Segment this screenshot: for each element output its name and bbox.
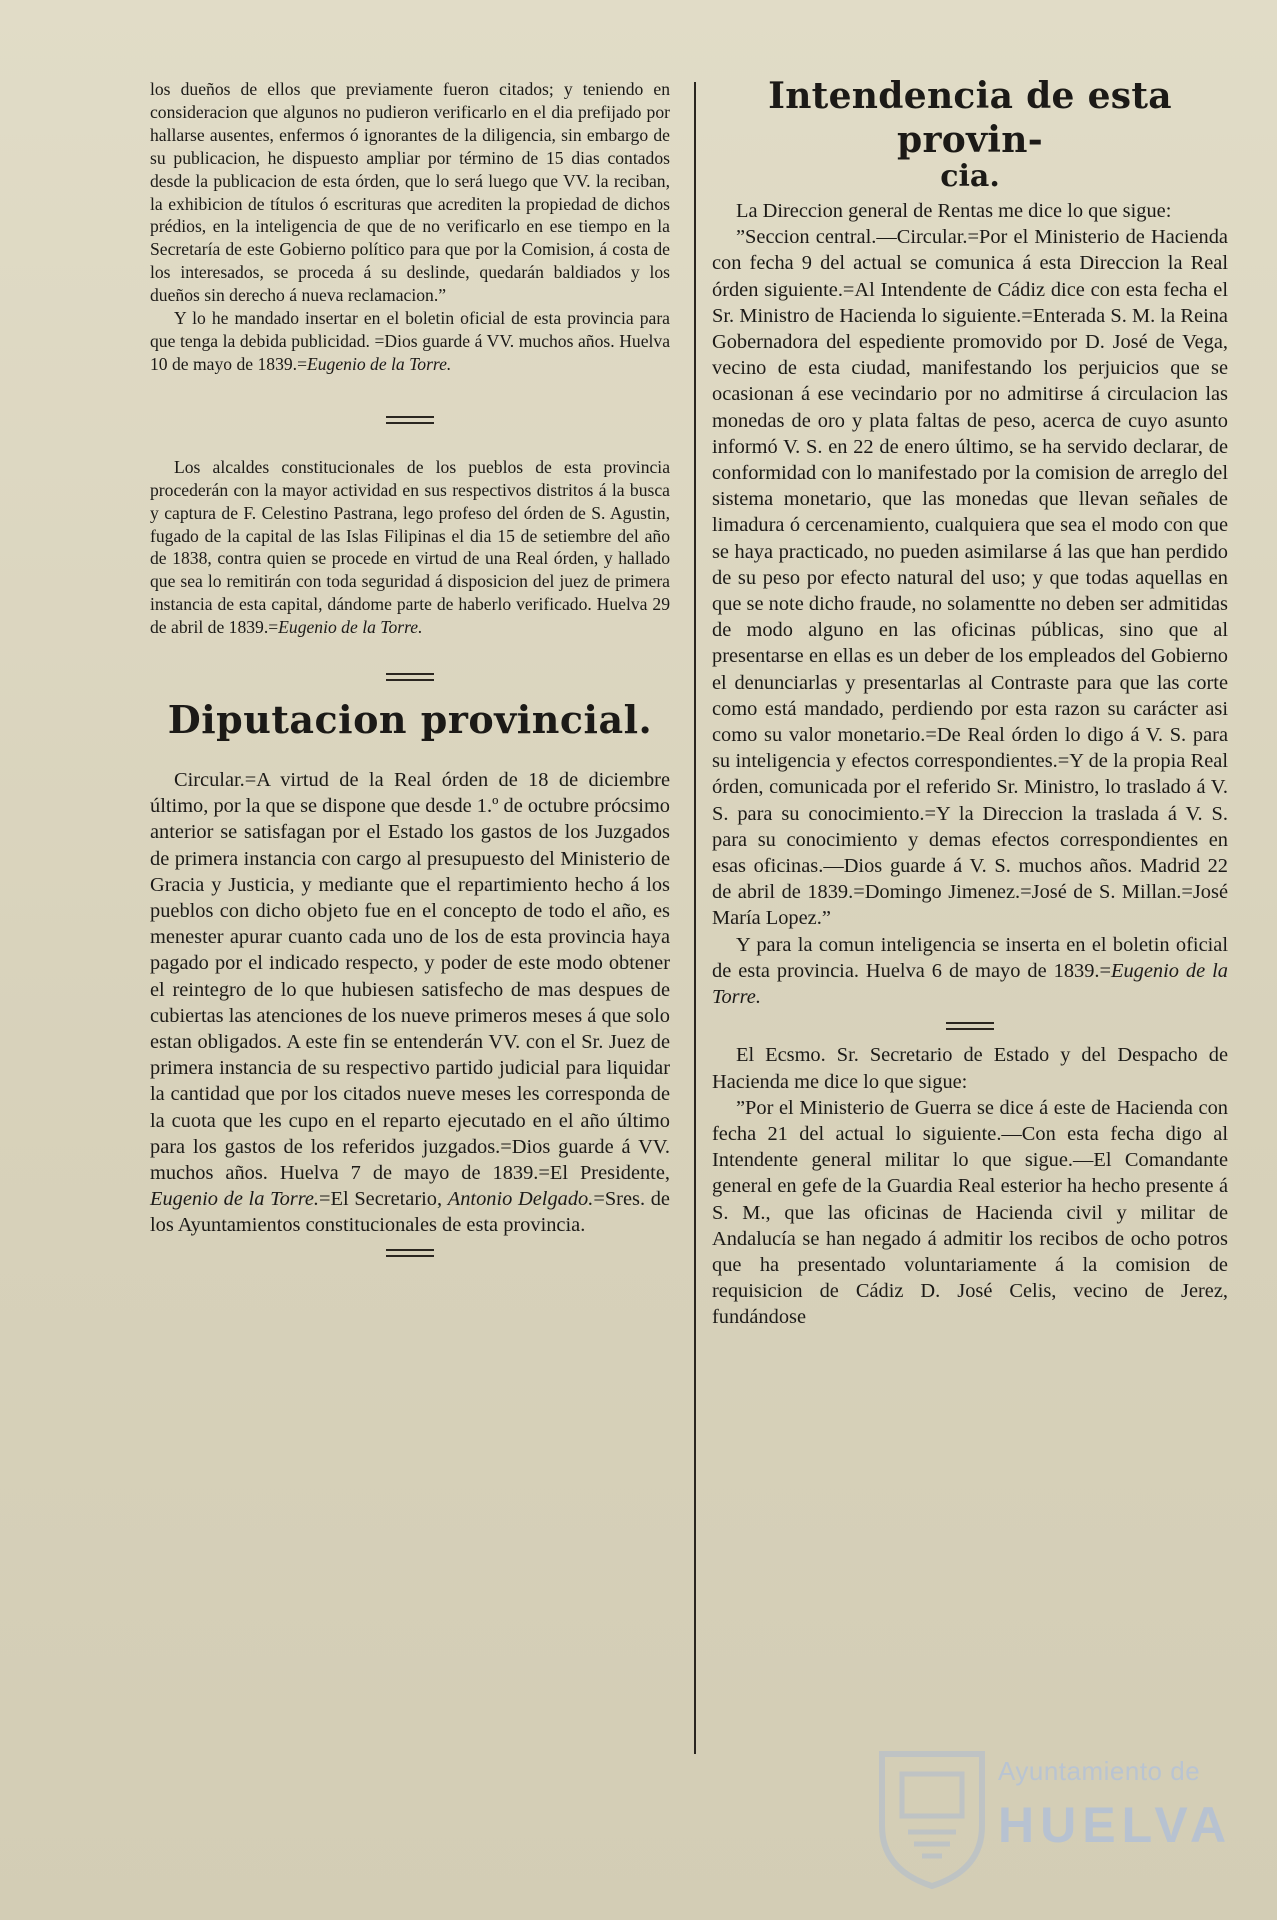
section-separator xyxy=(386,1249,434,1257)
secretary-label: =El Secretario, xyxy=(319,1188,443,1211)
section-separator xyxy=(946,1022,994,1030)
right-column xyxy=(712,75,1229,1331)
intro-paragraph: La Direccion general de Rentas me dice lo que sigue: xyxy=(736,200,1172,222)
section-separator xyxy=(386,673,434,681)
guerra-notice: ”Por el Ministerio de Guerra se dice á este de Hacienda con fecha 21 del actual lo siguiente.—Con esta fecha digo al Intendente general militar lo que sigue.—El Comandante general en gefe de la Guardia Real esterior ha hecho presente á S. M., que las oficinas de Hacienda civil y militar de Andalucía se han negado á admitir los recibos de ocho potros que ha presentado voluntariamente á la comision de requisicion de Cádiz D. José Celis, vecino de Jerez, fundándose xyxy=(712,1096,1228,1329)
addressee: =Sres. de los Ayuntamientos constitucionales de esta provincia. xyxy=(150,1188,670,1237)
capture-notice-text: Los alcaldes constitucionales de los pueblos de esta provincia procederán con la mayor actividad en sus respectivos distritos á la busca y captura de F. Celestino Pastrana, lego profeso del órden de S. Agustin, fugado de la capital de las Islas Filipinas el dia 15 de setiembre del año de 1838, contra quien se procede en virtud de una Real órden, y hallado que sea lo remitirán con toda seguridad á disposicion del juez de primera instancia de esta capital, dándome parte de haberlo verificado. Huelva 29 de abril de 1839.= xyxy=(150,456,670,638)
left-column xyxy=(150,78,670,1257)
watermark-line-1: Ayuntamiento de xyxy=(998,1756,1201,1786)
section-heading-diputacion: Diputacion provincial. xyxy=(167,697,653,743)
column-rule xyxy=(694,82,696,1754)
signature: Antonio Delgado. xyxy=(447,1188,594,1211)
section-heading-intendencia: Intendencia de esta provin- xyxy=(768,75,1172,161)
section-separator xyxy=(386,416,434,424)
publication-notice xyxy=(150,307,670,376)
watermark-line-2: HUELVA xyxy=(998,1797,1233,1853)
signature: Eugenio de la Torre. xyxy=(712,959,1229,1009)
capture-notice xyxy=(150,456,670,639)
signature: Eugenio de la Torre. xyxy=(150,1188,320,1211)
continued-paragraph: los dueños de ellos que previamente fueron citados; y teniendo en consideracion que algunos no pudieron verificarlo en el dia prefijado por hallarse ausentes, enfermos ó ignorantes de la diligencia, sin embargo de su publicacion, he dispuesto ampliar por término de 15 dias contados desde la publicacion de esta órden, que lo será luego que VV. la reciban, la exhibicion de títulos ó escrituras que acrediten la propiedad de dichos prédios, en la inteligencia de que de no verificarlo en ese tiempo en la Secretaría de este Gobierno político para que por la Comision, á costa de los interesados, se proceda á su deslinde, quedarán baldiados y los dueños sin derecho á nueva reclamacion.” xyxy=(150,79,670,306)
secretary-notice: El Ecsmo. Sr. Secretario de Estado y del Despacho de Hacienda me dice lo que sigue: xyxy=(712,1044,1228,1093)
publication-notice-text: Y para la comun inteligencia se inserta en el boletin oficial de esta provincia. Huelva 6 de mayo de 1839.= xyxy=(712,933,1228,982)
circular-paragraph xyxy=(150,767,670,1239)
circular-text: ”Seccion central.—Circular.=Por el Ministerio de Hacienda con fecha 9 del actual se comunica á esta Direccion la Real órden siguiente.=Al Intendente de Cádiz dice con esta fecha el Sr. Ministro de Hacienda lo siguiente.=Enterada S. M. la Reina Gobernadora del espediente promovido por D. José de Vega, vecino de esta ciudad, manifestando los perjuicios que se ocasionan á ese vecindario por no admitirse á circulacion las monedas de oro y plata faltas de peso, acerca de cuyo asunto informó V. S. en 22 de enero último, se ha servido declarar, de conformidad con lo manifestado por la comision de arreglo del sistema monetario, que las monedas que llevan señales de limadura ó cercenamiento, cualquiera que sea el modo con que se haya practicado, no pueden asimilarse á las que han perdido de su peso por efecto natural del uso; y que todas aquellas en que se note dicho fraude, no solamentte no deben ser admitidas de modo alguno en las oficinas públicas, sino que al presentarse en ellas es un deber de los empleados del Gobierno el denunciarlas y presentarlas al Contraste para que las corte como está mandado, perdiendo por esta razon su carácter asi como su valor monetario.=De Real órden lo digo á V. S. para su inteligencia y efectos correspondientes.=Y de la propia Real órden, comunicada por el referido Sr. Ministro, lo traslado á V. S. para su conocimiento.=Y la Direccion la traslada á V. S. para su conocimiento y demas efectos correspondientes en esas oficinas.—Dios guarde á V. S. muchos años. Madrid 22 de abril de 1839.=Domingo Jimenez.=José de S. Millan.=José María Lopez.” xyxy=(712,226,1228,930)
publication-notice xyxy=(712,932,1228,1011)
section-heading-intendencia-cont: cia. xyxy=(940,159,1000,194)
circular-text: Circular.=A virtud de la Real órden de 18 de diciembre último, por la que se dispone que desde 1.º de octubre prócsimo anterior se satisfagan por el Estado los gastos de los Juzgados de primera instancia con cargo al presupuesto del Ministerio de Gracia y Justicia, y mediante que el repartimiento hecho á los pueblos con dicho objeto fue en el concepto de todo el año, es menester apurar cuanto cada uno de los de esta provincia haya pagado por el indicado respecto, y poder de este modo obtener el reintegro de lo que hubiesen satisfecho de mas despues de cubiertas las atenciones de los nueve primeros meses á que solo estan obligados. A este fin se entenderán VV. con el Sr. Juez de primera instancia de su respectivo partido judicial para liquidar la cantidad que por los citados nueve meses les corresponda de la cuota que les cupo en el reparto ejecutado en el año último para los gastos de los referidos juzgados.=Dios guarde á VV. muchos años. Huelva 7 de mayo de 1839.=El Presidente, xyxy=(150,769,670,1185)
signature: Eugenio de la Torre. xyxy=(278,617,423,638)
publication-notice-text: Y lo he mandado insertar en el boletin oficial de esta provincia para que tenga la debida publicidad. =Dios guarde á VV. muchos años. Huelva 10 de mayo de 1839.= xyxy=(150,308,670,374)
signature: Eugenio de la Torre. xyxy=(307,353,452,374)
